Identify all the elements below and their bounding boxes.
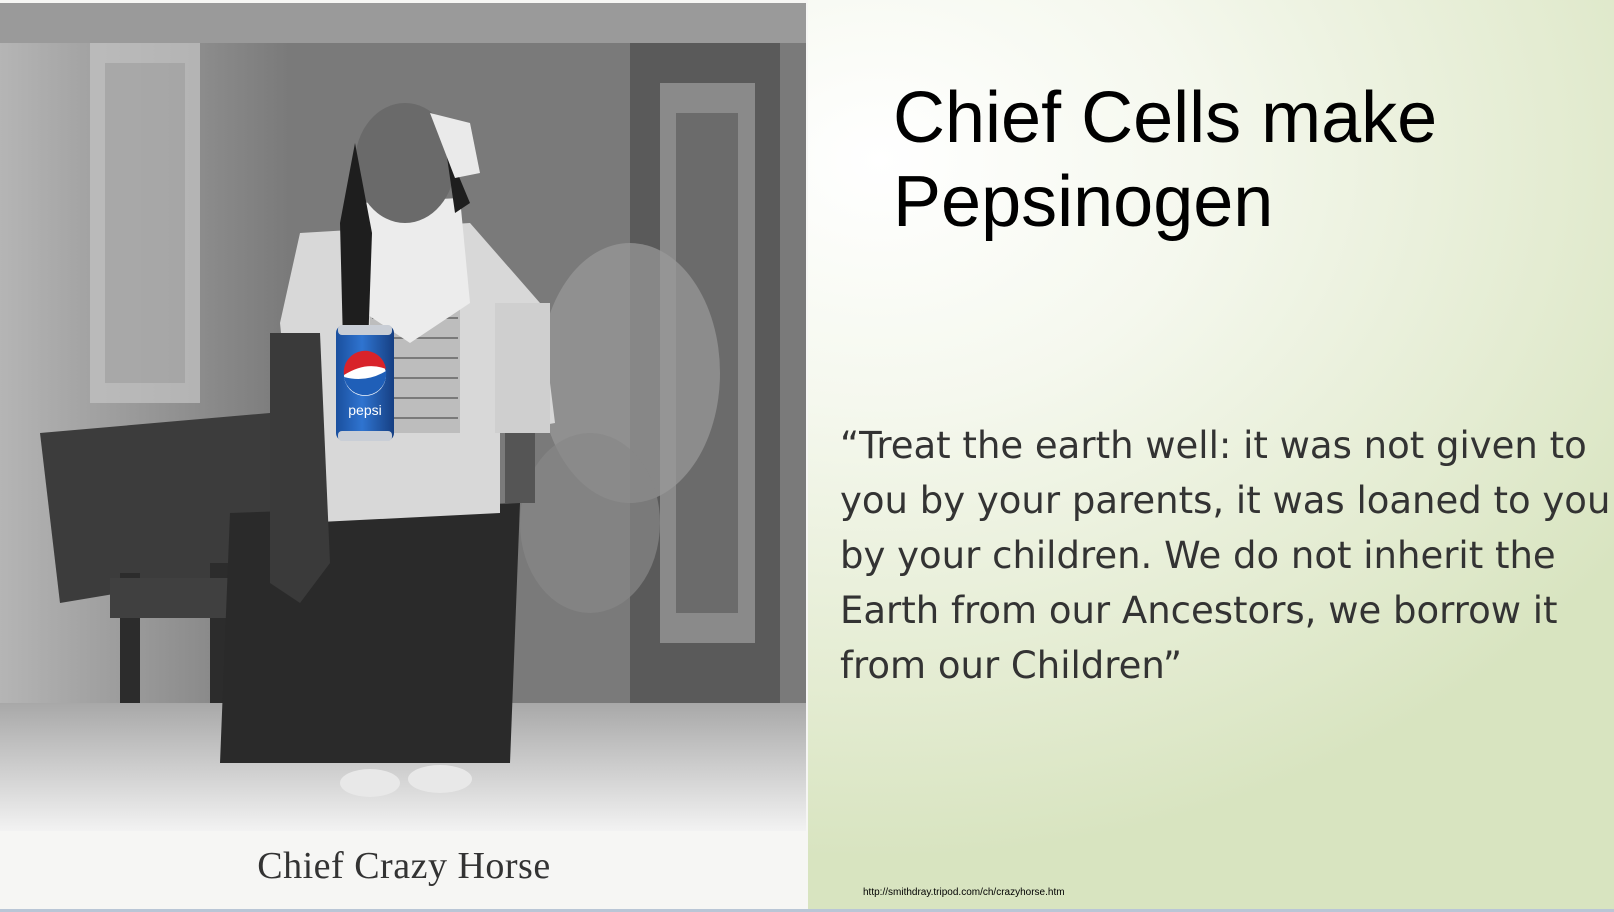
crazy-horse-photo — [0, 0, 808, 910]
quote-line: you by your parents, it was loaned to you — [840, 479, 1611, 522]
slide-title — [893, 76, 1593, 244]
quote-text — [840, 418, 1614, 693]
source-url-link[interactable]: http://smithdray.tripod.com/ch/crazyhorse.htm — [863, 887, 1065, 898]
photo-caption: Chief Crazy Horse — [257, 845, 551, 887]
photo-scene — [0, 3, 806, 831]
can-label: pepsi — [348, 402, 382, 418]
photo-illustration — [0, 3, 806, 831]
quote-line: “Treat the earth well: it was not given to — [840, 424, 1587, 467]
title-line: Chief Cells make — [893, 78, 1438, 158]
title-line: Pepsinogen — [893, 162, 1274, 242]
quote-line: Earth from our Ancestors, we borrow it — [840, 589, 1558, 632]
quote-line: from our Children” — [840, 644, 1183, 687]
quote-line: by your children. We do not inherit the — [840, 534, 1556, 577]
pepsi-can — [336, 325, 394, 441]
